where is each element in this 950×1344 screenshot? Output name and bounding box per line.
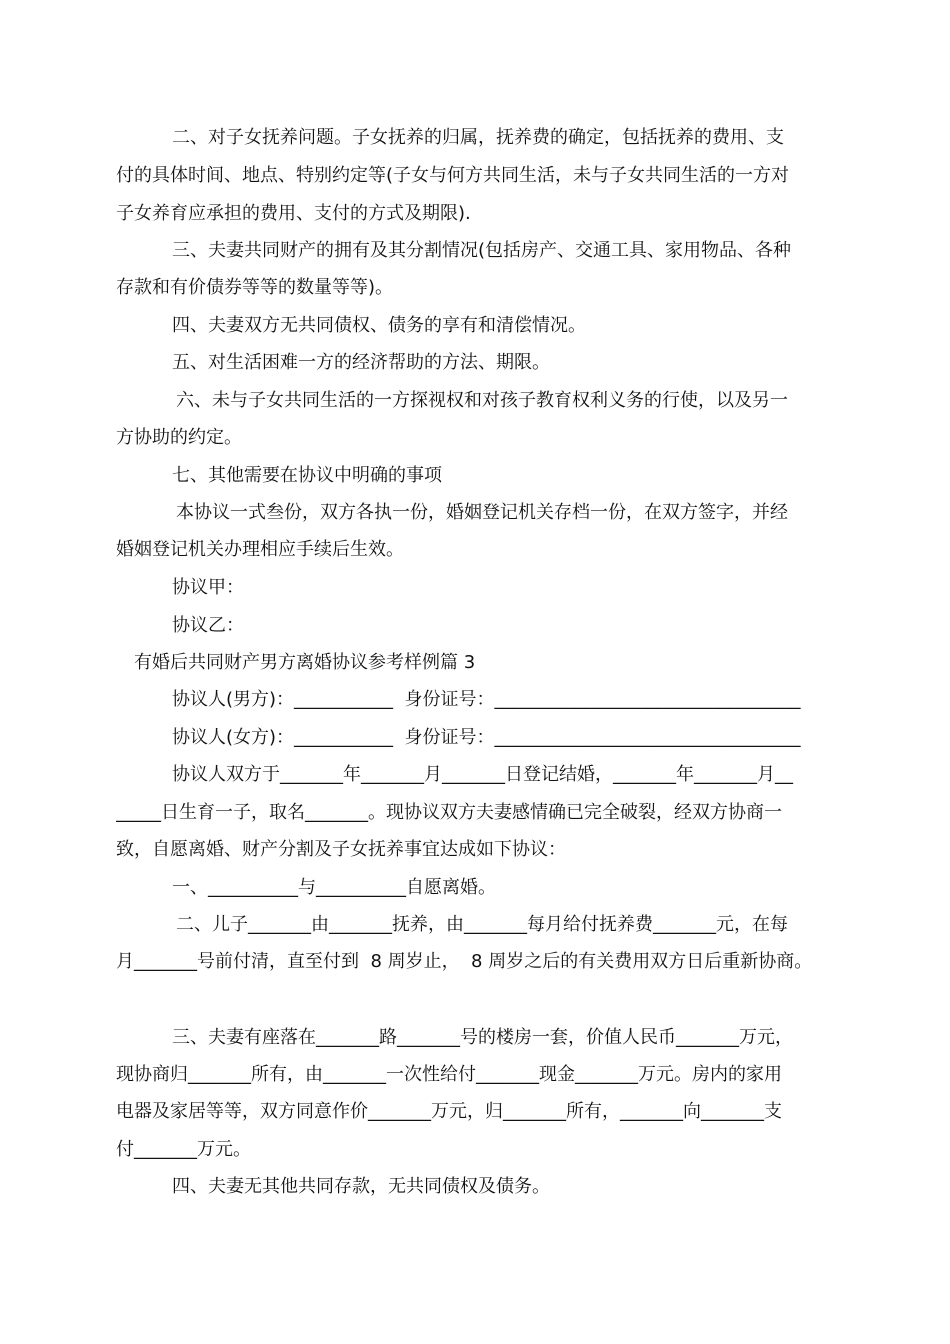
copies-clause-line-1: 本协议一式叁份，双方各执一份，婚姻登记机关存档一份，在双方签字，并经 <box>176 502 788 523</box>
clause-3-line-2: 存款和有价债券等等的数量等等)。 <box>116 277 394 298</box>
clause-2-line-3: 子女养育应承担的费用、支付的方式及期限). <box>116 203 471 224</box>
party-female-line: 协议人(女方)：___________ 身份证号：__________________________________ <box>172 727 801 748</box>
party-male-line: 协议人(男方)：___________ 身份证号：__________________________________ <box>172 689 801 710</box>
agreement-clause-3-line-3: 电器及家居等等，双方同意作价_______万元，归_______所有，_______向_______支 <box>116 1101 782 1122</box>
section-title: 有婚后共同财产男方离婚协议参考样例篇 3 <box>134 652 476 673</box>
party-b-signature: 协议乙： <box>172 615 244 636</box>
party-a-signature: 协议甲： <box>172 577 244 598</box>
agreement-clause-3-line-4: 付_______万元。 <box>116 1139 251 1160</box>
agreement-clause-3-line-2: 现协商归_______所有，由_______一次性给付_______现金_______万元。房内的家用 <box>116 1064 782 1085</box>
agreement-clause-3-line-1: 三、夫妻有座落在_______路_______号的楼房一套，价值人民币_______万元， <box>172 1027 793 1048</box>
agreement-clause-1: 一、__________与__________自愿离婚。 <box>172 877 496 898</box>
agreement-clause-4: 四、夫妻无其他共同存款，无共同债权及债务。 <box>172 1176 550 1197</box>
agreement-clause-2-line-2: 月_______号前付清，直至付到 8 周岁止， 8 周岁之后的有关费用双方日后重新协商。 <box>116 951 813 972</box>
marriage-line-2: _____日生育一子，取名_______。现协议双方夫妻感情确已完全破裂，经双方协商一 <box>116 802 782 823</box>
clause-3-line-1: 三、夫妻共同财产的拥有及其分割情况(包括房产、交通工具、家用物品、各种 <box>172 240 792 261</box>
clause-4: 四、夫妻双方无共同债权、债务的享有和清偿情况。 <box>172 315 586 336</box>
marriage-line-3: 致，自愿离婚、财产分割及子女抚养事宜达成如下协议： <box>116 839 566 860</box>
marriage-line-1: 协议人双方于_______年_______月_______日登记结婚，_______年_______月__ <box>172 764 793 785</box>
copies-clause-line-2: 婚姻登记机关办理相应手续后生效。 <box>116 539 404 560</box>
clause-7: 七、其他需要在协议中明确的事项 <box>172 465 442 486</box>
clause-2-line-1: 二、对子女抚养问题。子女抚养的归属，抚养费的确定，包括抚养的费用、支 <box>172 127 784 148</box>
clause-5: 五、对生活困难一方的经济帮助的方法、期限。 <box>172 352 550 373</box>
clause-6-line-2: 方协助的约定。 <box>116 427 242 448</box>
agreement-clause-2-line-1: 二、儿子_______由_______抚养，由_______每月给付抚养费_______元，在每 <box>176 914 788 935</box>
clause-2-line-2: 付的具体时间、地点、特别约定等(子女与何方共同生活，未与子女共同生活的一方对 <box>116 165 790 186</box>
clause-6-line-1: 六、未与子女共同生活的一方探视权和对孩子教育权利义务的行使，以及另一 <box>176 390 788 411</box>
